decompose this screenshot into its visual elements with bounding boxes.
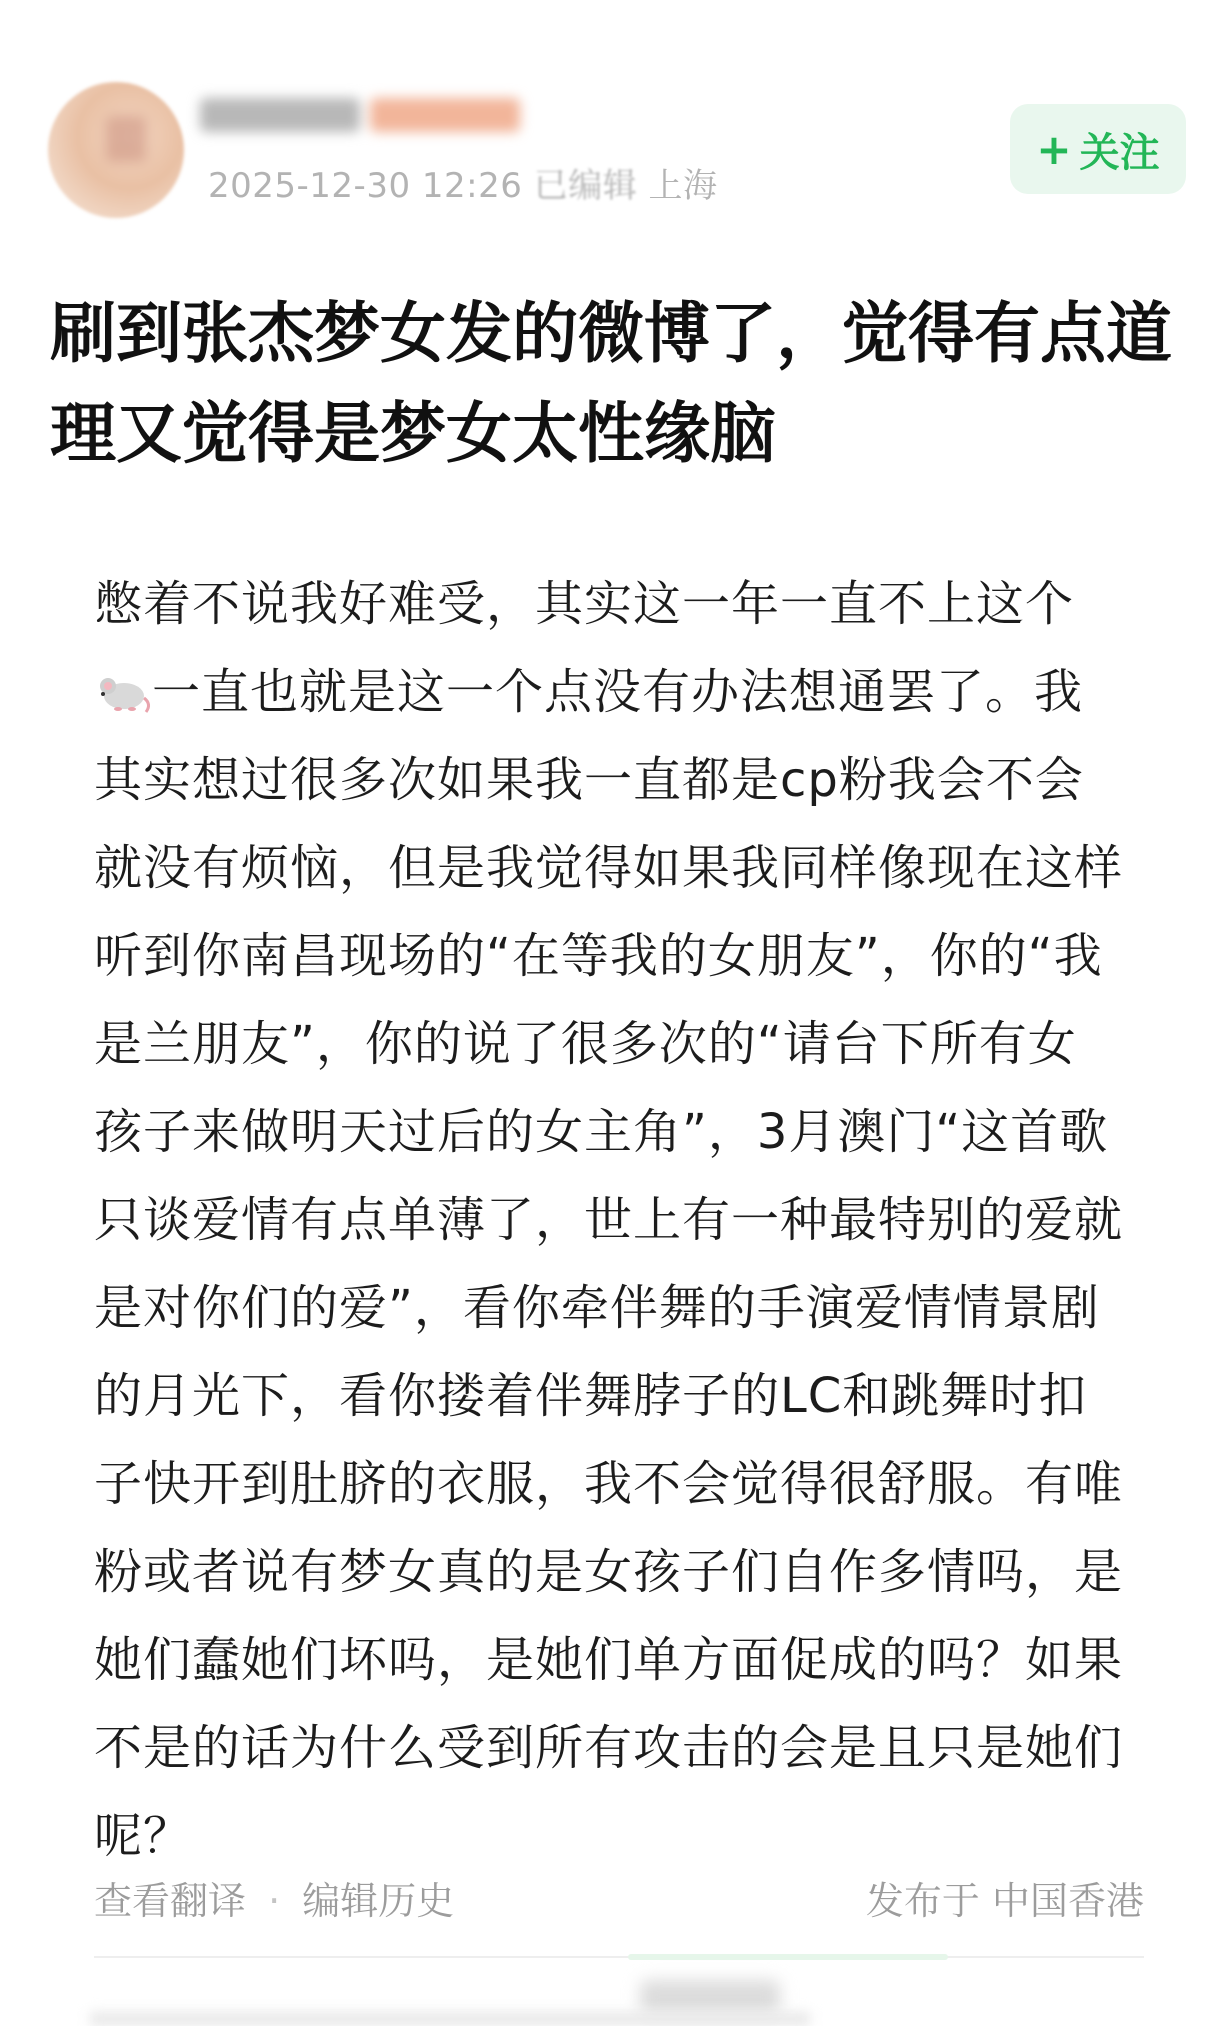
footer-separator: · (268, 1879, 281, 1923)
view-translation-link[interactable]: 查看翻译 (94, 1879, 247, 1923)
published-location: 发布于 中国香港 (865, 1879, 1144, 1923)
follow-label: 关注 (1079, 129, 1160, 176)
post-body-text-2: 一直也就是这一个点没有办法想通罢了。我其实想过很多次如果我一直都是cp粉我会不会就没有烦恼，但是我觉得如果我同样像现在这样听到你南昌现场的“在等我的女朋友”，你的“我是兰朋友”，你的说了很多次的“请台下所有女孩子来做明天过后的女主角”，3月澳门“这首歌只谈爱情有点单薄了，世上有一种最特别的爱就是对你们的爱”，看你牵伴舞的手演爱情情景剧的月光下，看你搂着伴舞脖子的LC和跳舞时扣子快开到肚脐的衣服，我不会觉得很舒服。有唯粉或者说有梦女真的是女孩子们自作多情吗，是她们蠢她们坏吗，是她们单方面促成的吗？如果不是的话为什么受到所有攻击的会是且只是她们呢？ (94, 664, 1124, 1864)
post-title: 刷到张杰梦女发的微博了，觉得有点道理又觉得是梦女太性缘脑 (50, 295, 1172, 472)
post-meta (208, 158, 718, 207)
bottom-content-cut-off (90, 2012, 810, 2026)
divider (94, 1956, 1144, 1958)
follow-button[interactable] (1010, 104, 1186, 194)
bottom-content-blurred (640, 1980, 780, 2014)
author-avatar[interactable] (48, 82, 184, 218)
divider-accent (628, 1954, 948, 1960)
plus-icon: + (1036, 124, 1072, 174)
post-footer (94, 1870, 1144, 1930)
post-body-text-1: 憋着不说我好难受，其实这一年一直不上这个 (94, 576, 1075, 632)
author-name-blurred[interactable] (200, 98, 530, 132)
post-timestamp: 2025-12-30 12:26 (208, 166, 523, 206)
edited-label: 已编辑 (533, 166, 638, 206)
edit-history-link[interactable]: 编辑历史 (302, 1879, 455, 1923)
post-location: 上海 (648, 166, 718, 206)
mouse-emoji-icon (94, 664, 152, 716)
post-body (94, 560, 1124, 1880)
post-header (0, 0, 1224, 240)
